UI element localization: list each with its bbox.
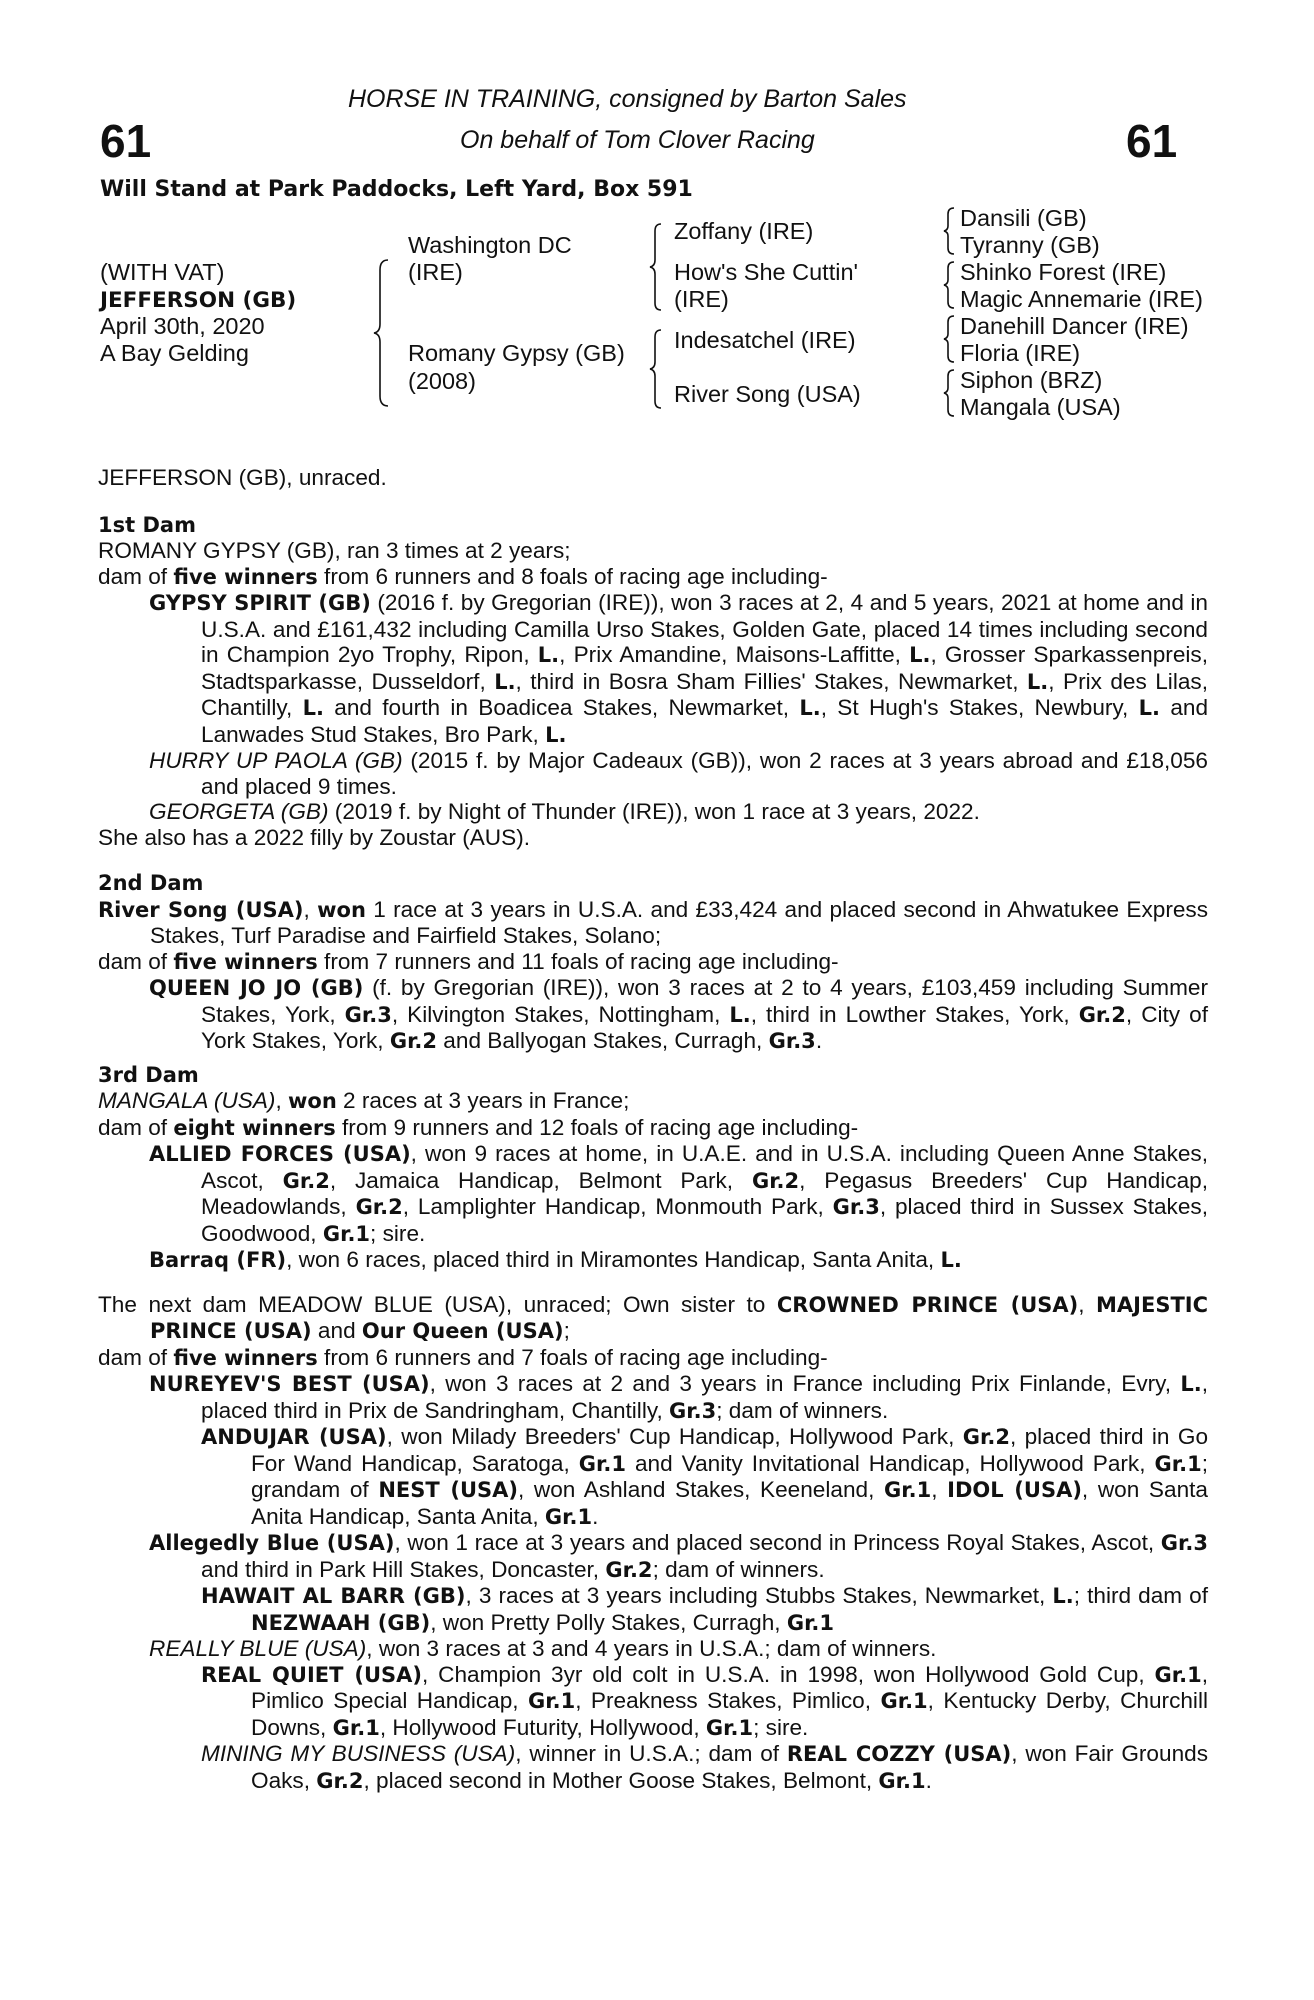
pedigree-brace-main [372, 258, 392, 408]
sire-dam: How's She Cuttin' [674, 259, 858, 285]
gen3-name: Shinko Forest (IRE) [960, 259, 1167, 285]
third-dam-produce: dam of eight winners from 9 runners and 12 foals of racing age including- [98, 1114, 859, 1140]
gen3-name: Mangala (USA) [960, 394, 1121, 420]
first-dam-also: She also has a 2022 filly by Zoustar (AUS). [98, 824, 530, 850]
second-dam-heading: 2nd Dam [98, 871, 204, 895]
gen3-name: Magic Annemarie (IRE) [960, 286, 1203, 312]
produce-entry: QUEEN JO JO (GB) (f. by Gregorian (IRE)), won 3 races at 2 to 4 years, £103,459 including Summer Stakes, York, Gr.3, Kilvington Stakes, Nottingham, L., third in Lowther Stakes, York, Gr.2, City of York Stakes, York, Gr.2 and Ballyogan Stakes, Curragh, Gr.3. [149, 975, 1209, 1053]
brace-gen3-4 [942, 368, 956, 418]
produce-entry: NUREYEV'S BEST (USA), won 3 races at 2 and 3 years in France including Prix Finlande, Evry, L., placed third in Prix de Sandringham, Chantilly, Gr.3; dam of winners. [149, 1371, 1208, 1423]
brace-dam-line [648, 328, 664, 410]
produce-entry: MINING MY BUSINESS (USA), winner in U.S.A.; dam of REAL COZZY (USA), won Fair Grounds Oaks, Gr.2, placed second in Mother Goose Stakes, Belmont, Gr.1. [201, 1741, 1208, 1793]
dam-sire: Indesatchel (IRE) [674, 327, 856, 353]
produce-entry: HURRY UP PAOLA (GB) (2015 f. by Major Cadeaux (GB)), won 2 races at 3 years abroad and £18,056 and placed 9 times. [149, 748, 1208, 799]
gen3-name: Siphon (BRZ) [960, 367, 1103, 393]
brace-sire-line [648, 222, 664, 312]
produce-entry: REALLY BLUE (USA), won 3 races at 3 and 4 years in U.S.A.; dam of winners. [149, 1636, 937, 1661]
horse-name: JEFFERSON (GB) [100, 288, 297, 313]
third-dam-heading: 3rd Dam [98, 1062, 199, 1087]
first-dam-record: ROMANY GYPSY (GB), ran 3 times at 2 years; [98, 538, 571, 563]
produce-entry: ALLIED FORCES (USA), won 9 races at home, in U.A.E. and in U.S.A. including Queen Anne Stakes, Ascot, Gr.2, Jamaica Handicap, Belmont Park, Gr.2, Pegasus Breeders' Cup Handicap, Meadowlands, Gr.2, Lamplighter Handicap, Monmouth Park, Gr.3, placed third in Sussex Stakes, Goodwood, Gr.1; sire. [149, 1141, 1208, 1246]
gen3-name: Floria (IRE) [960, 340, 1081, 366]
produce-entry: REAL QUIET (USA), Champion 3yr old colt in U.S.A. in 1998, won Hollywood Gold Cup, Gr.1, Pimlico Special Handicap, Gr.1, Preakness Stakes, Pimlico, Gr.1, Kentucky Derby, Churchill Downs, Gr.1, Hollywood Futurity, Hollywood, Gr.1; sire. [201, 1661, 1208, 1740]
vat-note: (WITH VAT) [100, 259, 225, 285]
sire-dam-country: (IRE) [674, 286, 729, 312]
first-dam-heading: 1st Dam [98, 512, 196, 537]
gen3-name: Tyranny (GB) [960, 232, 1100, 258]
foaling-date: April 30th, 2020 [100, 313, 265, 339]
produce-entry: Barraq (FR), won 6 races, placed third in Miramontes Handicap, Santa Anita, L. [149, 1247, 962, 1272]
produce-entry: HAWAIT AL BARR (GB), 3 races at 3 years including Stubbs Stakes, Newmarket, L.; third dam of NEZWAAH (GB), won Pretty Polly Stakes, Curragh, Gr.1 [201, 1583, 1208, 1635]
third-dam-record: MANGALA (USA), won 2 races at 3 years in France; [98, 1088, 630, 1113]
intro-line: JEFFERSON (GB), unraced. [98, 465, 387, 490]
second-dam-record: River Song (USA), won 1 race at 3 years in U.S.A. and £33,424 and placed second in Ahwatukee Express Stakes, Turf Paradise and Fairfield Stakes, Solano; [98, 896, 1209, 948]
produce-entry: Allegedly Blue (USA), won 1 race at 3 years and placed second in Princess Royal Stakes, Ascot, Gr.3 and third in Park Hill Stakes, Doncaster, Gr.2; dam of winners. [149, 1530, 1208, 1582]
dam-name: Romany Gypsy (GB) [408, 340, 625, 366]
next-dam-produce: dam of five winners from 6 runners and 7 foals of racing age including- [98, 1344, 828, 1370]
dam-year: (2008) [408, 368, 476, 394]
sire-country: (IRE) [408, 259, 463, 285]
produce-entry: GEORGETA (GB) (2019 f. by Night of Thunder (IRE)), won 1 race at 3 years, 2022. [149, 799, 980, 824]
produce-entry: ANDUJAR (USA), won Milady Breeders' Cup Handicap, Hollywood Park, Gr.2, placed third in Go For Wand Handicap, Saratoga, Gr.1 and Vanity Invitational Handicap, Hollywood Park, Gr.1; grandam of NEST (USA), won Ashland Stakes, Keeneland, Gr.1, IDOL (USA), won Santa Anita Handicap, Santa Anita, Gr.1. [201, 1424, 1209, 1529]
consignment-line: HORSE IN TRAINING, consigned by Barton Sales [348, 85, 907, 113]
lot-number-right: 61 [1126, 115, 1178, 167]
sire-name: Washington DC [408, 232, 572, 258]
gen3-name: Danehill Dancer (IRE) [960, 313, 1189, 339]
gen3-name: Dansili (GB) [960, 205, 1087, 231]
brace-gen3-2 [942, 260, 956, 310]
first-dam-produce: dam of five winners from 6 runners and 8 foals of racing age including- [98, 563, 828, 589]
sire-sire: Zoffany (IRE) [674, 218, 814, 244]
brace-gen3-1 [942, 206, 956, 256]
second-dam-produce: dam of five winners from 7 runners and 11 foals of racing age including- [98, 948, 839, 974]
dam-dam: River Song (USA) [674, 381, 861, 407]
stand-location: Will Stand at Park Paddocks, Left Yard, Box 591 [100, 177, 693, 202]
catalogue-body [98, 465, 1208, 1794]
behalf-line: On behalf of Tom Clover Racing [460, 126, 815, 154]
produce-entry: GYPSY SPIRIT (GB) (2016 f. by Gregorian (IRE)), won 3 races at 2, 4 and 5 years, 2021 at home and in U.S.A. and £161,432 including Camilla Urso Stakes, Golden Gate, placed 14 times including second in Champion 2yo Trophy, Ripon, L., Prix Amandine, Maisons-Laffitte, L., Grosser Sparkassenpreis, Stadtsparkasse, Dusseldorf, L., third in Bosra Sham Fillies' Stakes, Newmarket, L., Prix des Lilas, Chantilly, L. and fourth in Boadicea Stakes, Newmarket, L., St Hugh's Stakes, Newbury, L. and Lanwades Stud Stakes, Bro Park, L. [149, 590, 1209, 747]
lot-number-left: 61 [100, 115, 152, 167]
horse-description: A Bay Gelding [100, 340, 249, 366]
next-dam-record: The next dam MEADOW BLUE (USA), unraced; Own sister to CROWNED PRINCE (USA), MAJESTIC PRINCE (USA) and Our Queen (USA); [98, 1291, 1209, 1343]
brace-gen3-3 [942, 314, 956, 364]
